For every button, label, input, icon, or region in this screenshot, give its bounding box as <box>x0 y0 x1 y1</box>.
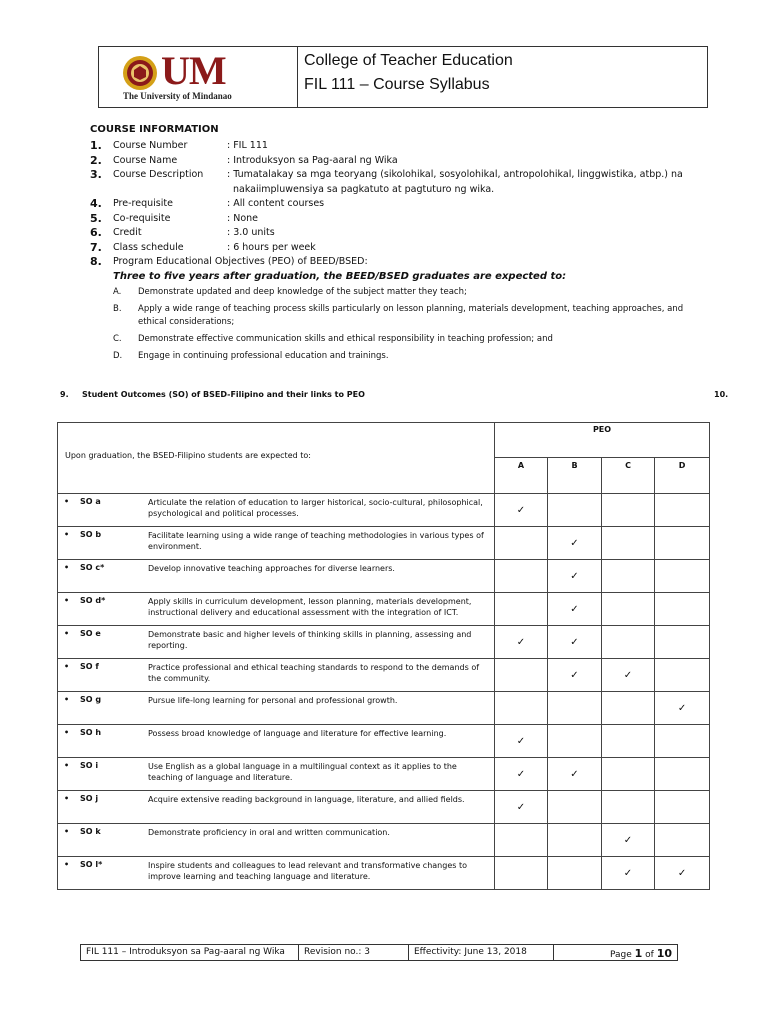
logo-subtitle: The University of Mindanao <box>123 91 232 101</box>
peo-check-a <box>495 692 548 725</box>
peo-item <box>113 303 730 329</box>
logo-letters: UM <box>161 48 226 93</box>
peo-check-a <box>495 626 548 659</box>
peo-check-d <box>655 692 710 725</box>
so-cell <box>58 857 495 890</box>
bullet-icon: • <box>64 794 70 803</box>
peo-letter: B. <box>113 303 122 314</box>
so-code <box>58 497 148 519</box>
header-titles <box>298 47 513 107</box>
so-code-text: SO b <box>80 530 102 539</box>
peo-check-b <box>548 824 602 857</box>
peo-check-c <box>602 758 655 791</box>
syllabus-title: FIL 111 – Course Syllabus <box>304 76 490 93</box>
so-code <box>58 563 148 574</box>
so-code-text: SO c* <box>80 563 105 572</box>
column-header-b: B <box>548 458 602 494</box>
peo-check-d <box>655 626 710 659</box>
peo-check-c <box>602 560 655 593</box>
row-value: : 6 hours per week <box>227 241 316 253</box>
so-code-text: SO f <box>80 662 99 671</box>
peo-check-d <box>655 494 710 527</box>
peo-check-a <box>495 560 548 593</box>
so-cell <box>58 626 495 659</box>
check-icon: ✓ <box>570 570 579 582</box>
so-code <box>58 860 148 882</box>
so-description: Develop innovative teaching approaches for diverse learners. <box>148 564 395 573</box>
so-description: Apply skills in curriculum development, lesson planning, materials development, instructional delivery and educational assessment with the integration of ICT. <box>148 597 472 617</box>
so-description: Use English as a global language in a multilingual context as it applies to the teaching of language and literature. <box>148 762 457 782</box>
so-description: Demonstrate basic and higher levels of thinking skills in planning, assessing and reporting. <box>148 630 472 650</box>
peo-letter: D. <box>113 350 123 361</box>
row-value <box>227 168 687 197</box>
info-row-peo <box>90 255 730 270</box>
so-row <box>58 857 710 890</box>
peo-check-c <box>602 725 655 758</box>
so-content <box>58 791 494 805</box>
peo-check-c <box>602 593 655 626</box>
peo-check-a <box>495 791 548 824</box>
so-cell <box>58 725 495 758</box>
page-footer <box>80 944 678 961</box>
bullet-icon: • <box>64 860 70 869</box>
peo-label: Program Educational Objectives (PEO) of BEED/BSED: <box>113 256 368 267</box>
so-code-text: SO g <box>80 695 102 704</box>
row-value: : Introduksyon sa Pag-aaral ng Wika <box>227 154 398 166</box>
peo-letter: C. <box>113 333 122 344</box>
table-intro: Upon graduation, the BSED-Filipino students are expected to: <box>58 423 495 494</box>
so-content <box>58 692 494 706</box>
so-row <box>58 626 710 659</box>
university-seal-icon <box>122 55 158 91</box>
so-code <box>58 695 148 706</box>
check-icon: ✓ <box>570 537 579 549</box>
check-icon: ✓ <box>516 801 526 813</box>
so-code-text: SO d* <box>80 596 106 605</box>
check-icon: ✓ <box>516 768 526 780</box>
bullet-icon: • <box>64 563 70 572</box>
so-row <box>58 758 710 791</box>
so-code <box>58 662 148 684</box>
peo-check-d <box>655 659 710 692</box>
peo-check-a <box>495 725 548 758</box>
syllabus-header <box>98 46 708 108</box>
row-label: Class schedule <box>113 241 184 253</box>
info-row <box>90 197 730 212</box>
row-number: 3. <box>90 168 102 181</box>
row-value: : FIL 111 <box>227 140 268 151</box>
so-code <box>58 728 148 739</box>
so-row <box>58 494 710 527</box>
so-row <box>58 560 710 593</box>
so-code <box>58 629 148 651</box>
so-description: Facilitate learning using a wide range of teaching methodologies in various types of environment. <box>148 531 484 551</box>
check-icon: ✓ <box>516 735 526 747</box>
so-row <box>58 824 710 857</box>
row-number: 2. <box>90 153 102 167</box>
peo-check-d <box>655 791 710 824</box>
so-row <box>58 659 710 692</box>
check-icon: ✓ <box>677 867 687 879</box>
column-header-a: A <box>495 458 548 494</box>
peo-check-a <box>495 659 548 692</box>
row-label: Course Name <box>113 154 178 166</box>
so-cell <box>58 560 495 593</box>
check-icon: ✓ <box>623 867 633 879</box>
so-cell <box>58 692 495 725</box>
info-row <box>90 139 730 154</box>
peo-check-a <box>495 824 548 857</box>
so-cell <box>58 791 495 824</box>
peo-check-a <box>495 527 548 560</box>
section-number: 9. <box>60 390 69 399</box>
footer-effectivity: Effectivity: June 13, 2018 <box>409 945 554 960</box>
row-value: : None <box>227 212 259 224</box>
peo-check-c <box>602 659 655 692</box>
peo-check-b <box>548 659 602 692</box>
so-content <box>58 593 494 618</box>
row-number: 7. <box>90 240 102 254</box>
so-description: Possess broad knowledge of language and literature for effective learning. <box>148 729 447 738</box>
footer-course: FIL 111 – Introduksyon sa Pag-aaral ng Wika <box>81 945 299 960</box>
peo-check-c <box>602 692 655 725</box>
so-row <box>58 593 710 626</box>
row-number: 5. <box>90 211 102 225</box>
check-icon: ✓ <box>570 768 579 780</box>
bullet-icon: • <box>64 530 70 539</box>
peo-check-b <box>548 758 602 791</box>
peo-check-c <box>602 824 655 857</box>
so-cell <box>58 593 495 626</box>
peo-check-b <box>548 560 602 593</box>
bullet-icon: • <box>64 497 70 506</box>
check-icon: ✓ <box>623 669 633 681</box>
so-description: Articulate the relation of education to larger historical, socio-cultural, philosophical, psychological and political processes. <box>148 498 483 518</box>
so-code <box>58 794 148 805</box>
so-cell <box>58 659 495 692</box>
so-code-text: SO a <box>80 497 101 506</box>
university-logo <box>99 47 298 107</box>
check-icon: ✓ <box>516 504 526 516</box>
course-info-heading: COURSE INFORMATION <box>90 124 219 135</box>
peo-text: Apply a wide range of teaching process skills particularly on lesson planning, materials development, teaching approaches, and ethical considerations; <box>138 303 684 327</box>
so-code-text: SO h <box>80 728 102 737</box>
page-of: of <box>642 950 657 960</box>
so-code <box>58 530 148 552</box>
row-number: 1. <box>90 139 102 152</box>
peo-check-c <box>602 626 655 659</box>
so-code-text: SO j <box>80 794 99 803</box>
so-description: Inspire students and colleagues to lead relevant and transformative changes to improve learning and teaching language and literature. <box>148 861 467 881</box>
check-icon: ✓ <box>570 603 579 615</box>
check-icon: ✓ <box>516 636 526 648</box>
college-name: College of Teacher Education <box>304 52 513 69</box>
footer-page <box>554 945 677 960</box>
peo-check-b <box>548 626 602 659</box>
so-content <box>58 560 494 574</box>
section-title: Student Outcomes (SO) of BSED-Filipino and their links to PEO <box>82 390 365 399</box>
peo-check-b <box>548 791 602 824</box>
so-cell <box>58 527 495 560</box>
so-content <box>58 758 494 783</box>
footer-revision: Revision no.: 3 <box>299 945 409 960</box>
row-value: : All content courses <box>227 198 325 209</box>
peo-item <box>113 350 730 363</box>
row-number: 6. <box>90 226 102 239</box>
peo-check-c <box>602 857 655 890</box>
column-header-c: C <box>602 458 655 494</box>
peo-check-b <box>548 593 602 626</box>
peo-check-d <box>655 527 710 560</box>
so-content <box>58 527 494 552</box>
peo-check-b <box>548 857 602 890</box>
page-number: 1 <box>634 947 643 960</box>
peo-letter: A. <box>113 286 122 297</box>
peo-check-d <box>655 857 710 890</box>
page-total: 10 <box>656 947 672 960</box>
description-line-1: : Tumatalakay sa mga teoryang (sikolohikal, sosyolohikal, antropolohikal, linggwistika, atbp.) na <box>227 169 683 180</box>
row-label: Pre-requisite <box>113 198 173 209</box>
so-row <box>58 725 710 758</box>
info-row <box>90 168 730 197</box>
peo-item <box>113 286 730 299</box>
peo-check-b <box>548 692 602 725</box>
so-code-text: SO i <box>80 761 99 770</box>
info-row <box>90 212 730 227</box>
column-header-d: D <box>655 458 710 494</box>
peo-check-c <box>602 494 655 527</box>
so-code-text: SO l* <box>80 860 103 869</box>
peo-text: Demonstrate effective communication skills and ethical responsibility in teaching profession; and <box>138 333 553 344</box>
peo-check-a <box>495 857 548 890</box>
so-code-text: SO k <box>80 827 101 836</box>
so-code-text: SO e <box>80 629 101 638</box>
peo-text: Engage in continuing professional education and trainings. <box>138 350 389 361</box>
check-icon: ✓ <box>623 834 633 846</box>
peo-item <box>113 333 730 346</box>
peo-check-b <box>548 527 602 560</box>
row-label: Credit <box>113 227 142 238</box>
section-9-heading <box>60 390 365 399</box>
peo-check-c <box>602 527 655 560</box>
description-line-2: nakaiimpluwensiya sa pagkatuto at pagtuturo ng wika. <box>233 183 495 195</box>
row-number: 8. <box>90 255 102 268</box>
bullet-icon: • <box>64 662 70 671</box>
so-code <box>58 761 148 783</box>
row-label: Course Description <box>113 169 204 180</box>
student-outcomes-table <box>57 422 710 890</box>
so-cell <box>58 824 495 857</box>
so-content <box>58 659 494 684</box>
peo-check-d <box>655 593 710 626</box>
so-description: Practice professional and ethical teaching standards to respond to the demands of the community. <box>148 663 480 683</box>
peo-check-d <box>655 725 710 758</box>
so-content <box>58 725 494 739</box>
bullet-icon: • <box>64 695 70 704</box>
so-content <box>58 626 494 651</box>
check-icon: ✓ <box>570 636 579 648</box>
so-row <box>58 791 710 824</box>
peo-check-c <box>602 791 655 824</box>
info-row <box>90 241 730 256</box>
info-row <box>90 154 730 169</box>
so-code <box>58 827 148 838</box>
info-row <box>90 226 730 241</box>
check-icon: ✓ <box>570 669 579 681</box>
check-icon: ✓ <box>677 702 687 714</box>
peo-check-d <box>655 824 710 857</box>
row-value: : 3.0 units <box>227 227 275 238</box>
so-code <box>58 596 148 618</box>
so-content <box>58 494 494 519</box>
peo-subheading: Three to five years after graduation, the BEED/BSED graduates are expected to: <box>113 270 567 282</box>
so-content <box>58 824 494 838</box>
bullet-icon: • <box>64 629 70 638</box>
row-label: Co-requisite <box>113 212 171 224</box>
so-row <box>58 527 710 560</box>
bullet-icon: • <box>64 596 70 605</box>
peo-text: Demonstrate updated and deep knowledge of the subject matter they teach; <box>138 286 467 297</box>
bullet-icon: • <box>64 827 70 836</box>
page-prefix: Page <box>609 950 635 960</box>
so-cell <box>58 494 495 527</box>
peo-check-b <box>548 725 602 758</box>
course-information <box>90 124 730 367</box>
bullet-icon: • <box>64 761 70 770</box>
so-description: Pursue life-long learning for personal and professional growth. <box>148 696 398 705</box>
so-row <box>58 692 710 725</box>
section-10-number: 10. <box>714 390 729 399</box>
peo-caption: PEO <box>495 423 710 458</box>
so-description: Acquire extensive reading background in language, literature, and allied fields. <box>148 795 465 804</box>
peo-check-d <box>655 560 710 593</box>
bullet-icon: • <box>64 728 70 737</box>
peo-check-b <box>548 494 602 527</box>
row-label: Course Number <box>113 140 188 151</box>
peo-check-d <box>655 758 710 791</box>
so-cell <box>58 758 495 791</box>
peo-check-a <box>495 593 548 626</box>
peo-check-a <box>495 758 548 791</box>
so-description: Demonstrate proficiency in oral and written communication. <box>148 828 390 837</box>
row-number: 4. <box>90 197 102 210</box>
so-content <box>58 857 494 882</box>
peo-check-a <box>495 494 548 527</box>
